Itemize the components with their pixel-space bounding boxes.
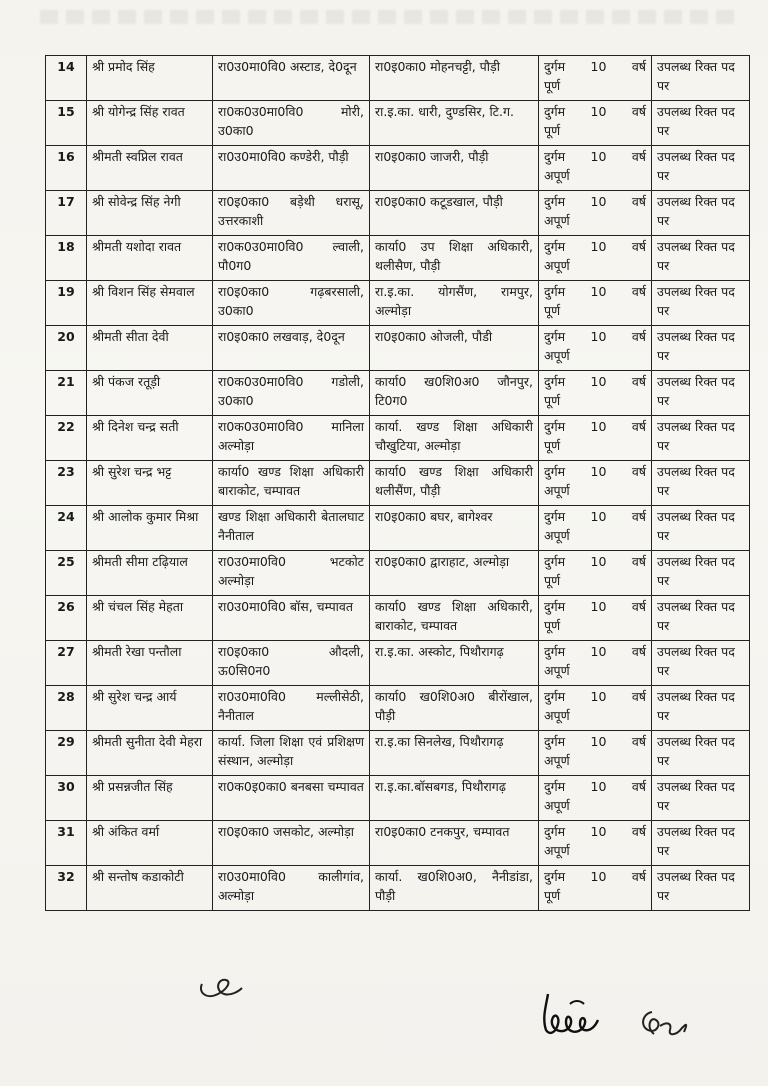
name-cell: श्री योगेन्द्र सिंह रावत [87,101,213,146]
name-cell: श्रीमती यशोदा रावत [87,236,213,281]
category-cell [539,596,652,641]
serial-number-cell: 30 [46,776,87,821]
category-cat1: दुर्गम [544,644,566,659]
category-cat1: दुर्गम [544,239,566,254]
category-cat2: 10 [590,284,607,299]
new-posting-cell: रा0इ0का0 टनकपुर, चम्पावत [370,821,539,866]
category-status: पूर्ण [544,393,561,408]
new-posting-cell: रा.इ.का. योगसैंण, रामपुर, अल्मोड़ा [370,281,539,326]
name-cell: श्री दिनेश चन्द्र सती [87,416,213,461]
signature-left [196,974,244,1002]
category-cell [539,821,652,866]
current-posting-cell: खण्ड शिक्षा अधिकारी बेतालघाट नैनीताल [213,506,370,551]
current-posting-cell: रा0इ0का0 औदली, ऊ0सि0न0 [213,641,370,686]
category-status: अपूर्ण [544,843,570,858]
category-status: अपूर्ण [544,258,570,273]
category-cell [539,56,652,101]
serial-number-cell: 17 [46,191,87,236]
remark-cell: उपलब्ध रिक्त पद पर [652,461,750,506]
category-cat3: वर्ष [631,599,646,614]
table-row [46,551,750,596]
current-posting-cell: रा0उ0मा0वि0 कालीगांव, अल्मोड़ा [213,866,370,911]
new-posting-cell: रा0इ0का0 कटूडखाल, पौड़ी [370,191,539,236]
category-cell [539,866,652,911]
name-cell: श्री सोवेन्द्र सिंह नेगी [87,191,213,236]
category-status: अपूर्ण [544,213,570,228]
table-row [46,101,750,146]
category-cat2: 10 [590,554,607,569]
category-cat1: दुर्गम [544,824,566,839]
serial-number-cell: 14 [46,56,87,101]
table-row [46,686,750,731]
category-cell [539,371,652,416]
new-posting-cell: रा.इ.का. अस्कोट, पिथौरागढ़ [370,641,539,686]
category-status: अपूर्ण [544,753,570,768]
category-cat3: वर्ष [631,689,646,704]
category-cat1: दुर्गम [544,509,566,524]
category-status: पूर्ण [544,123,561,138]
remark-cell: उपलब्ध रिक्त पद पर [652,191,750,236]
new-posting-cell: कार्या. ख0शि0अ0, नैनीडांडा, पौड़ी [370,866,539,911]
category-cat1: दुर्गम [544,284,566,299]
category-cell [539,146,652,191]
category-cat1: दुर्गम [544,329,566,344]
category-cat1: दुर्गम [544,419,566,434]
table-row [46,866,750,911]
category-cell [539,686,652,731]
current-posting-cell: रा0इ0का0 बड़ेथी धरासू, उत्तरकाशी [213,191,370,236]
category-status: अपूर्ण [544,663,570,678]
table-row [46,731,750,776]
table-row [46,461,750,506]
category-cat1: दुर्गम [544,149,566,164]
category-status: अपूर्ण [544,483,570,498]
new-posting-cell: रा.इ.का सिनलेख, पिथौरागढ़ [370,731,539,776]
category-line [544,822,646,841]
remark-cell: उपलब्ध रिक्त पद पर [652,146,750,191]
category-cell [539,326,652,371]
category-cat2: 10 [590,104,607,119]
category-cell [539,551,652,596]
new-posting-cell: रा0इ0का0 जाजरी, पौड़ी [370,146,539,191]
category-cat2: 10 [590,689,607,704]
new-posting-cell: रा.इ.का.बॉसबगड, पिथौरागढ़ [370,776,539,821]
remark-cell: उपलब्ध रिक्त पद पर [652,416,750,461]
category-line [544,192,646,211]
category-line [544,867,646,886]
category-cell [539,191,652,236]
category-cat3: वर्ष [631,194,646,209]
category-cell [539,281,652,326]
category-status: पूर्ण [544,573,561,588]
signature-right [632,1006,690,1040]
new-posting-cell: कार्या0 ख0शि0अ0 बीरोंखाल, पौड़ी [370,686,539,731]
category-cat3: वर्ष [631,149,646,164]
table-row [46,191,750,236]
serial-number-cell: 20 [46,326,87,371]
name-cell: श्रीमती स्वप्निल रावत [87,146,213,191]
remark-cell: उपलब्ध रिक्त पद पर [652,821,750,866]
new-posting-cell: रा0इ0का0 ओजली, पौडी [370,326,539,371]
name-cell: श्री प्रसन्नजीत सिंह [87,776,213,821]
table-row [46,146,750,191]
table-row [46,641,750,686]
serial-number-cell: 22 [46,416,87,461]
category-cell [539,416,652,461]
name-cell: श्री अंकित वर्मा [87,821,213,866]
category-cat3: वर्ष [631,239,646,254]
category-line [544,417,646,436]
name-cell: श्री सुरेश चन्द्र भट्ट [87,461,213,506]
serial-number-cell: 16 [46,146,87,191]
name-cell: श्री विशन सिंह सेमवाल [87,281,213,326]
category-line [544,462,646,481]
category-line [544,687,646,706]
current-posting-cell: रा0क0उ0मा0वि0 ल्वाली, पौ0ग0 [213,236,370,281]
category-cat2: 10 [590,464,607,479]
table-row [46,596,750,641]
category-cell [539,731,652,776]
category-cat3: वर्ष [631,419,646,434]
category-cat3: वर्ष [631,734,646,749]
serial-number-cell: 23 [46,461,87,506]
remark-cell: उपलब्ध रिक्त पद पर [652,776,750,821]
serial-number-cell: 25 [46,551,87,596]
new-posting-cell: कार्या0 खण्ड शिक्षा अधिकारी थलीसैंण, पौड़ी [370,461,539,506]
category-cat1: दुर्गम [544,59,566,74]
name-cell: श्रीमती सुनीता देवी मेहरा [87,731,213,776]
serial-number-cell: 19 [46,281,87,326]
category-status: अपूर्ण [544,708,570,723]
category-line [544,372,646,391]
name-cell: श्री पंकज रतूड़ी [87,371,213,416]
current-posting-cell: रा0उ0मा0वि0 मल्लीसेठी, नैनीताल [213,686,370,731]
category-cell [539,236,652,281]
current-posting-cell: कार्या. जिला शिक्षा एवं प्रशिक्षण संस्थान, अल्मोड़ा [213,731,370,776]
category-cat2: 10 [590,644,607,659]
category-status: अपूर्ण [544,348,570,363]
serial-number-cell: 28 [46,686,87,731]
new-posting-cell: रा0इ0का0 बघर, बागेश्वर [370,506,539,551]
category-line [544,507,646,526]
serial-number-cell: 32 [46,866,87,911]
serial-number-cell: 18 [46,236,87,281]
category-cell [539,461,652,506]
category-line [544,777,646,796]
category-cat2: 10 [590,824,607,839]
category-cat1: दुर्गम [544,464,566,479]
current-posting-cell: रा0उ0मा0वि0 भटकोट अल्मोड़ा [213,551,370,596]
current-posting-cell: रा0क0इ0का0 बनबसा चम्पावत [213,776,370,821]
category-cat2: 10 [590,734,607,749]
new-posting-cell: रा0इ0का0 मोहनचट्टी, पौड़ी [370,56,539,101]
category-cat2: 10 [590,194,607,209]
category-status: पूर्ण [544,888,561,903]
category-cell [539,776,652,821]
remark-cell: उपलब्ध रिक्त पद पर [652,56,750,101]
table-row [46,416,750,461]
category-line [544,57,646,76]
category-cat1: दुर्गम [544,554,566,569]
new-posting-cell: रा0इ0का0 द्वाराहाट, अल्मोड़ा [370,551,539,596]
current-posting-cell: रा0क0उ0मा0वि0 मानिला अल्मोड़ा [213,416,370,461]
remark-cell: उपलब्ध रिक्त पद पर [652,596,750,641]
category-cat3: वर्ष [631,779,646,794]
category-cat3: वर्ष [631,284,646,299]
current-posting-cell: रा0उ0मा0वि0 कण्डेरी, पौड़ी [213,146,370,191]
remark-cell: उपलब्ध रिक्त पद पर [652,641,750,686]
current-posting-cell: रा0क0उ0मा0वि0 मोरी, उ0का0 [213,101,370,146]
remark-cell: उपलब्ध रिक्त पद पर [652,101,750,146]
category-cat1: दुर्गम [544,194,566,209]
category-cat1: दुर्गम [544,374,566,389]
category-cat3: वर्ष [631,644,646,659]
category-cat3: वर्ष [631,329,646,344]
name-cell: श्री आलोक कुमार मिश्रा [87,506,213,551]
category-cat1: दुर्गम [544,104,566,119]
current-posting-cell: कार्या0 खण्ड शिक्षा अधिकारी बाराकोट, चम्पावत [213,461,370,506]
category-cat2: 10 [590,239,607,254]
category-cell [539,641,652,686]
category-line [544,147,646,166]
category-cat2: 10 [590,869,607,884]
category-line [544,237,646,256]
category-status: अपूर्ण [544,168,570,183]
remark-cell: उपलब्ध रिक्त पद पर [652,686,750,731]
category-line [544,642,646,661]
category-status: अपूर्ण [544,798,570,813]
category-cat2: 10 [590,59,607,74]
current-posting-cell: रा0क0उ0मा0वि0 गडोली, उ0का0 [213,371,370,416]
category-cat2: 10 [590,329,607,344]
remark-cell: उपलब्ध रिक्त पद पर [652,326,750,371]
remark-cell: उपलब्ध रिक्त पद पर [652,731,750,776]
category-line [544,552,646,571]
category-cat2: 10 [590,779,607,794]
remark-cell: उपलब्ध रिक्त पद पर [652,866,750,911]
category-cat2: 10 [590,149,607,164]
name-cell: श्रीमती सीता देवी [87,326,213,371]
remark-cell: उपलब्ध रिक्त पद पर [652,281,750,326]
name-cell: श्री सन्तोष कडाकोटी [87,866,213,911]
current-posting-cell: रा0इ0का0 लखवाड़, दे0दून [213,326,370,371]
remark-cell: उपलब्ध रिक्त पद पर [652,506,750,551]
new-posting-cell: रा.इ.का. धारी, दुण्डसिर, टि.ग. [370,101,539,146]
serial-number-cell: 24 [46,506,87,551]
name-cell: श्रीमती सीमा टढ़ियाल [87,551,213,596]
name-cell: श्री प्रमोद सिंह [87,56,213,101]
category-line [544,327,646,346]
category-cell [539,101,652,146]
serial-number-cell: 29 [46,731,87,776]
category-cat3: वर्ष [631,374,646,389]
category-cat2: 10 [590,599,607,614]
category-cat1: दुर्गम [544,734,566,749]
category-cat3: वर्ष [631,869,646,884]
table-row [46,236,750,281]
new-posting-cell: कार्या0 उप शिक्षा अधिकारी, थलीसैण, पौड़ी [370,236,539,281]
category-cat2: 10 [590,419,607,434]
category-cat1: दुर्गम [544,689,566,704]
signature-center [540,990,602,1040]
category-line [544,102,646,121]
category-status: पूर्ण [544,303,561,318]
new-posting-cell: कार्या. खण्ड शिक्षा अधिकारी चौखुटिया, अल्मोड़ा [370,416,539,461]
table-body [46,56,750,911]
serial-number-cell: 26 [46,596,87,641]
category-status: अपूर्ण [544,528,570,543]
current-posting-cell: रा0इ0का0 जसकोट, अल्मोड़ा [213,821,370,866]
category-cat2: 10 [590,509,607,524]
current-posting-cell: रा0उ0मा0वि0 बॉस, चम्पावत [213,596,370,641]
table-row [46,281,750,326]
new-posting-cell: कार्या0 ख0शि0अ0 जौनपुर, टि0ग0 [370,371,539,416]
current-posting-cell: रा0उ0मा0वि0 अस्टाड, दे0दून [213,56,370,101]
table-row [46,506,750,551]
category-line [544,597,646,616]
category-cat1: दुर्गम [544,779,566,794]
remark-cell: उपलब्ध रिक्त पद पर [652,236,750,281]
category-cat3: वर्ष [631,59,646,74]
name-cell: श्री सुरेश चन्द्र आर्य [87,686,213,731]
name-cell: श्रीमती रेखा पन्तौला [87,641,213,686]
category-status: पूर्ण [544,78,561,93]
category-cat1: दुर्गम [544,869,566,884]
category-cat2: 10 [590,374,607,389]
category-cat3: वर्ष [631,824,646,839]
new-posting-cell: कार्या0 खण्ड शिक्षा अधिकारी, बाराकोट, चम्पावत [370,596,539,641]
category-status: पूर्ण [544,438,561,453]
bleed-through-text [40,10,740,24]
category-cat3: वर्ष [631,104,646,119]
table-row [46,821,750,866]
serial-number-cell: 31 [46,821,87,866]
serial-number-cell: 21 [46,371,87,416]
current-posting-cell: रा0इ0का0 गढ़बरसाली, उ0का0 [213,281,370,326]
table-row [46,56,750,101]
serial-number-cell: 27 [46,641,87,686]
category-cat3: वर्ष [631,464,646,479]
table-row [46,326,750,371]
table-row [46,776,750,821]
remark-cell: उपलब्ध रिक्त पद पर [652,551,750,596]
serial-number-cell: 15 [46,101,87,146]
transfer-table [45,55,750,911]
category-cell [539,506,652,551]
category-cat1: दुर्गम [544,599,566,614]
category-line [544,282,646,301]
category-line [544,732,646,751]
category-cat3: वर्ष [631,509,646,524]
table-row [46,371,750,416]
category-status: पूर्ण [544,618,561,633]
remark-cell: उपलब्ध रिक्त पद पर [652,371,750,416]
category-cat3: वर्ष [631,554,646,569]
name-cell: श्री चंचल सिंह मेहता [87,596,213,641]
